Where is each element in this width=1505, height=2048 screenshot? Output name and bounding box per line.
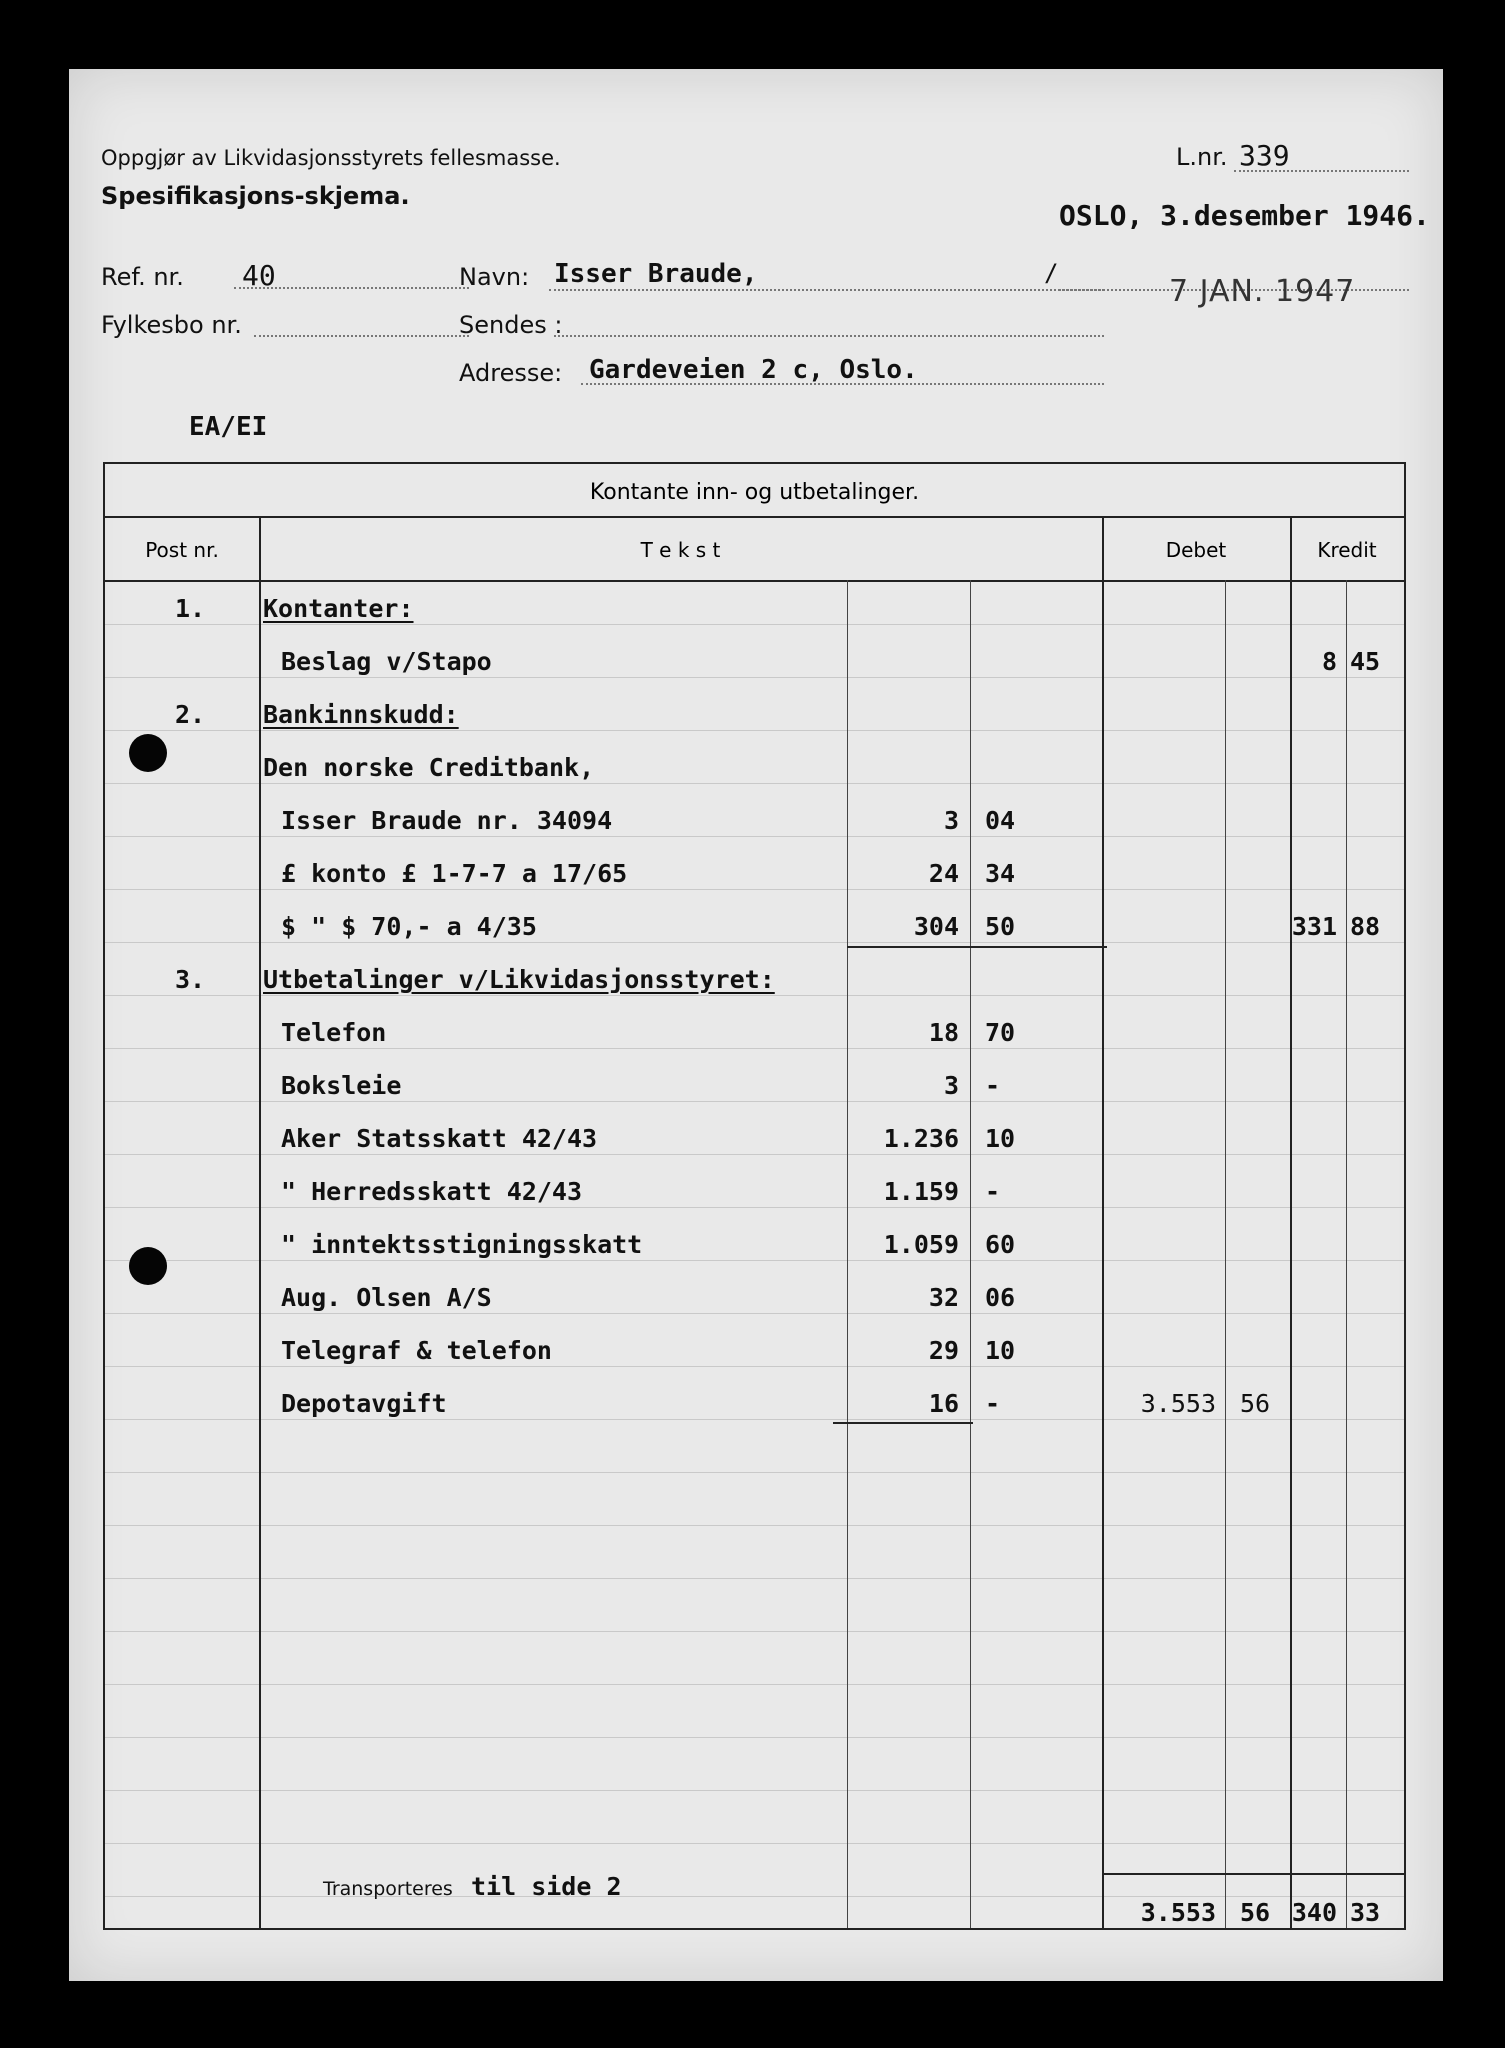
transport-text: til side 2 (471, 1872, 622, 1901)
sendes-label: Sendes : (459, 311, 563, 339)
place-date: OSLO, 3.desember 1946. (1059, 199, 1430, 232)
kredit-ore: 45 (1350, 647, 1381, 676)
ledger-table (103, 462, 1406, 1930)
sub-kr: 16 (928, 1389, 959, 1418)
section-heading: Kontanter: (263, 594, 414, 623)
lnr-label: L.nr. (1176, 143, 1228, 171)
table-caption: Kontante inn- og utbetalinger. (589, 480, 920, 505)
entry-text: Telegraf & telefon (281, 1336, 552, 1365)
transporteres-label: Transporteres (323, 1878, 453, 1900)
entry-text: Aker Statsskatt 42/43 (281, 1124, 598, 1153)
col-kredit: Kredit (1317, 538, 1377, 562)
section-heading: Utbetalinger v/Likvidasjonsstyret: (263, 965, 775, 994)
fylkesbo-label: Fylkesbo nr. (101, 311, 242, 339)
sub-ore: 10 (985, 1336, 1016, 1365)
entry-text: " Herredsskatt 42/43 (281, 1177, 583, 1206)
punch-hole (129, 734, 167, 772)
sub-kr: 32 (928, 1283, 959, 1312)
sub-ore: 06 (985, 1283, 1016, 1312)
sub-ore: 10 (985, 1124, 1016, 1153)
lnr-value: 339 (1239, 139, 1290, 172)
initials: EA/EI (189, 412, 268, 442)
entry-text: Den norske Creditbank, (263, 753, 595, 782)
col-post: Post nr. (145, 538, 219, 562)
form-title: Oppgjør av Likvidasjonsstyrets fellesmasse. (101, 146, 561, 170)
sub-ore: 34 (985, 859, 1016, 888)
subtotal-rule (833, 1422, 973, 1424)
total-rule (1102, 1873, 1404, 1875)
entry-text: " inntektsstigningsskatt (281, 1230, 643, 1259)
adresse-dotline (581, 383, 1104, 385)
received-stamp: 7 JAN. 1947 (1169, 274, 1356, 309)
entry-text: $ " $ 70,- a 4/35 (281, 912, 537, 941)
section-heading: Bankinnskudd: (263, 700, 459, 729)
sub-ore: 60 (985, 1230, 1016, 1259)
entry-text: Telefon (281, 1018, 387, 1047)
slash-mark: / (1044, 259, 1059, 287)
sendes-dotline (554, 335, 1104, 337)
sub-kr: 304 (913, 912, 959, 941)
sub-ore: 70 (985, 1018, 1016, 1047)
kredit-ore: 88 (1350, 912, 1381, 941)
sub-kr: 3 (943, 1071, 959, 1100)
fylkesbo-dotline (254, 335, 469, 337)
kredit-kr: 8 (1321, 647, 1337, 676)
sub-ore: - (985, 1389, 1001, 1418)
lnr-dotline (1234, 170, 1409, 172)
total-kredit-kr: 340 (1291, 1898, 1337, 1927)
sub-ore: - (985, 1071, 1001, 1100)
sub-kr: 29 (928, 1336, 959, 1365)
subtotal-rule (847, 946, 1107, 948)
ref-value: 40 (242, 259, 276, 292)
ref-dotline (234, 287, 469, 289)
debet-ore: 56 (1240, 1389, 1271, 1418)
navn-label: Navn: (459, 263, 530, 291)
sub-ore: - (985, 1177, 1001, 1206)
adresse-value: Gardeveien 2 c, Oslo. (589, 355, 918, 385)
entry-text: Boksleie (281, 1071, 402, 1100)
punch-hole (129, 1247, 167, 1285)
sub-kr: 1.159 (883, 1177, 959, 1206)
col-debet: Debet (1165, 538, 1227, 562)
total-debet-ore: 56 (1240, 1898, 1271, 1927)
ref-label: Ref. nr. (101, 263, 184, 291)
entry-text: Aug. Olsen A/S (281, 1283, 492, 1312)
entry-text: Depotavgift (281, 1389, 447, 1418)
post-number: 2. (175, 700, 206, 729)
entry-text: £ konto £ 1-7-7 a 17/65 (281, 859, 628, 888)
post-number: 3. (175, 965, 206, 994)
adresse-label: Adresse: (459, 359, 563, 387)
sub-kr: 1.059 (883, 1230, 959, 1259)
debet-kr: 3.553 (1140, 1389, 1216, 1418)
total-kredit-ore: 33 (1350, 1898, 1381, 1927)
entry-text: Beslag v/Stapo (281, 647, 492, 676)
kredit-kr: 331 (1291, 912, 1337, 941)
navn-value: Isser Braude, (554, 259, 758, 289)
sub-kr: 18 (928, 1018, 959, 1047)
sub-ore: 50 (985, 912, 1016, 941)
total-debet-kr: 3.553 (1140, 1898, 1216, 1927)
navn-dotline (549, 289, 1104, 291)
form-subtitle: Spesifikasjons-skjema. (101, 182, 410, 210)
sub-kr: 24 (928, 859, 959, 888)
sub-kr: 3 (943, 806, 959, 835)
sub-ore: 04 (985, 806, 1016, 835)
entry-text: Isser Braude nr. 34094 (281, 806, 613, 835)
post-number: 1. (175, 594, 206, 623)
document-page (69, 69, 1443, 1981)
col-tekst: T e k s t (640, 538, 721, 562)
sub-kr: 1.236 (883, 1124, 959, 1153)
